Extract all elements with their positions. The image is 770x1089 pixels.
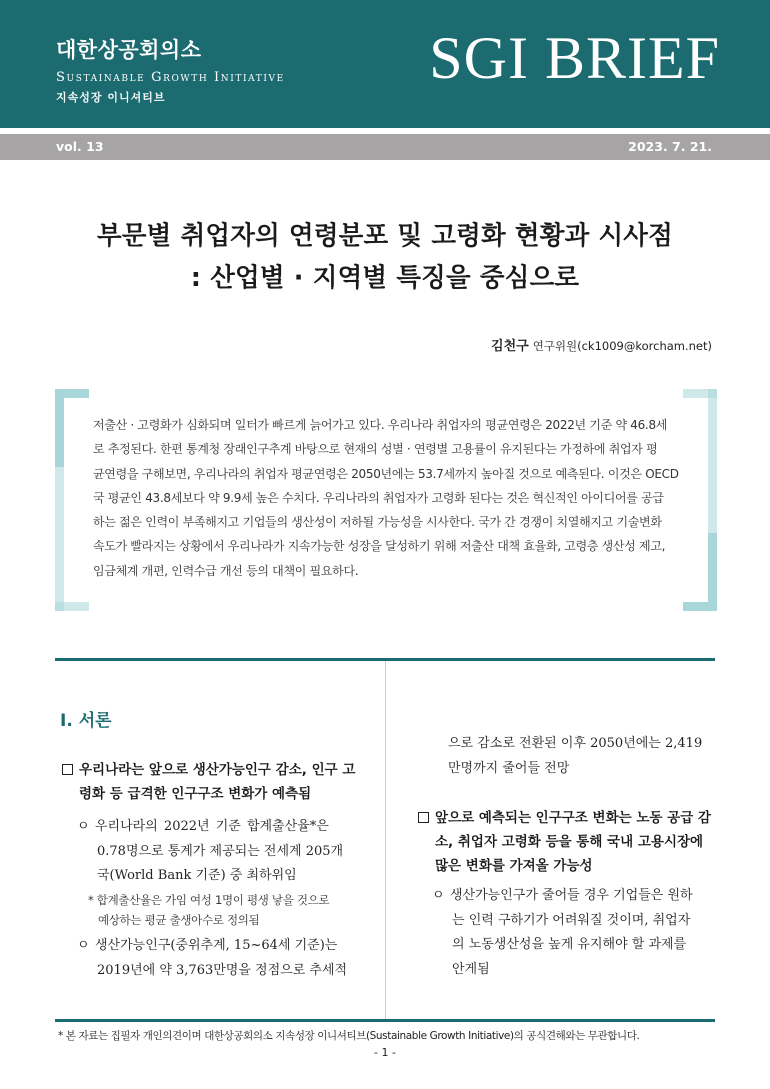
bullet-text: 앞으로 예측되는 인구구조 변화는 노동 공급 감: [435, 810, 711, 826]
sub-bullet-point: [432, 884, 718, 982]
note-text: * 합계출산율은 가임 여성 1명이 평생 낳을 것으로: [88, 893, 330, 907]
summary-line: 임금체계 개편, 인력수급 개선 등의 대책이 필요하다.: [93, 563, 359, 578]
square-bullet-point: [62, 758, 372, 806]
column-divider: [385, 661, 386, 1019]
circle-bullet-icon: ㅇ: [77, 938, 90, 953]
bullet-text: 는 인력 구하기가 어려워질 것이며, 취업자: [452, 912, 691, 928]
circle-bullet-icon: ㅇ: [432, 888, 445, 903]
org-name-english-text: Sustainable Growth Initiative: [56, 70, 285, 85]
document-subtitle: : 산업별 · 지역별 특징을 중심으로: [190, 263, 580, 293]
bullet-text: 국(World Bank 기준) 중 최하위임: [97, 868, 297, 883]
page-number: - 1 -: [374, 1046, 396, 1059]
author-role: 연구위원(ck1009@korcham.net): [532, 339, 712, 353]
square-bullet-icon: [62, 764, 73, 775]
volume-number: vol. 13: [56, 139, 104, 154]
summary-line: 국 평균인 43.8세보다 약 9.9세 높은 수치다. 우리나라의 취업자가 고령화 된다는 것은 혁신적인 아이디어를 공급: [93, 490, 664, 505]
sub-bullet-point: [77, 934, 367, 983]
circle-bullet-icon: ㅇ: [77, 819, 90, 834]
header-banner: [0, 0, 770, 128]
section-heading-intro: Ⅰ. 서론: [60, 711, 112, 731]
bracket-decoration: [683, 389, 717, 398]
org-subtitle: 지속성장 이니셔티브: [56, 91, 166, 104]
square-bullet-point: [418, 806, 718, 878]
summary-line: 로 추정된다. 한편 통계청 장래인구추계 바탕으로 현재의 성별 · 연령별 고용률이 유지된다는 가정하에 취업자 평: [93, 442, 658, 457]
bullet-text: 우리나라는 앞으로 생산가능인구 감소, 인구 고: [79, 762, 356, 778]
summary-text: [93, 413, 693, 583]
footer-divider: [55, 1019, 715, 1022]
author-line: [491, 335, 712, 354]
document-title: 부문별 취업자의 연령분포 및 고령화 현황과 시사점: [97, 221, 673, 251]
bullet-text: 의 노동생산성을 높게 유지해야 할 과제를: [452, 937, 687, 952]
continued-text: [448, 731, 723, 781]
bullet-text: 생산가능인구(중위추계, 15~64세 기준)는: [95, 938, 338, 953]
bullet-text: 소, 취업자 고령화 등을 통해 국내 고용시장에: [435, 834, 704, 850]
bracket-decoration: [55, 602, 89, 611]
square-bullet-icon: [418, 812, 429, 823]
bullet-text: 생산가능인구가 줄어들 경우 기업들은 원하: [450, 888, 693, 903]
bracket-decoration: [708, 533, 717, 611]
bullet-text: 령화 등 급격한 인구구조 변화가 예측됨: [79, 786, 312, 802]
bracket-decoration: [683, 602, 717, 611]
bracket-decoration: [55, 389, 64, 611]
note-text: 예상하는 평균 출생아수로 정의됨: [98, 913, 260, 927]
bullet-text: 으로 감소로 전환된 이후 2050년에는 2,419: [448, 736, 703, 751]
bullet-text: 만명까지 줄어들 전망: [448, 761, 570, 776]
sub-bullet-point: [77, 815, 367, 889]
disclaimer-footnote: * 본 자료는 집필자 개인의견이며 대한상공회의소 지속성장 이니셔티브(Sustainable Growth Initiative)의 공식견해와는 무관합니다.: [58, 1030, 640, 1042]
brief-title: SGI BRIEF: [429, 25, 720, 91]
summary-line: 균연령을 구해보면, 우리나라의 취업자 평균연령은 2050년에는 53.7세까지 높아질 것으로 예측된다. 이것은 OECD: [93, 466, 679, 481]
author-name: 김천구: [491, 339, 529, 354]
summary-line: 저출산 · 고령화가 심화되며 일터가 빠르게 늙어가고 있다. 우리나라 취업자의 평균연령은 2022년 기준 약 46.8세: [93, 418, 668, 432]
org-name-korean: 대한상공회의소: [56, 38, 202, 62]
summary-line: 하는 젊은 인력이 부족해지고 기업들의 생산성이 저하될 가능성을 시사한다. 국가 간 경쟁이 치열해지고 기술변화: [93, 515, 662, 530]
publish-date: 2023. 7. 21.: [628, 139, 712, 154]
summary-box: [55, 389, 717, 611]
bullet-text: 2019년에 약 3,763만명을 정점으로 추세적: [97, 962, 348, 978]
meta-bar: [0, 134, 770, 160]
bullet-text: 안게됨: [452, 961, 490, 977]
bullet-text: 우리나라의 2022년 기준 합계출산율*은: [95, 819, 329, 834]
bullet-text: 0.78명으로 통계가 제공되는 전세계 205개: [97, 843, 344, 859]
org-name-english: [56, 70, 285, 85]
summary-line: 속도가 빨라지는 상황에서 우리나라가 지속가능한 성장을 달성하기 위해 저출산 대책 효율화, 고령층 생산성 제고,: [93, 539, 666, 554]
bullet-text: 많은 변화를 가져올 가능성: [435, 858, 593, 874]
footnote-annotation: [88, 890, 373, 930]
